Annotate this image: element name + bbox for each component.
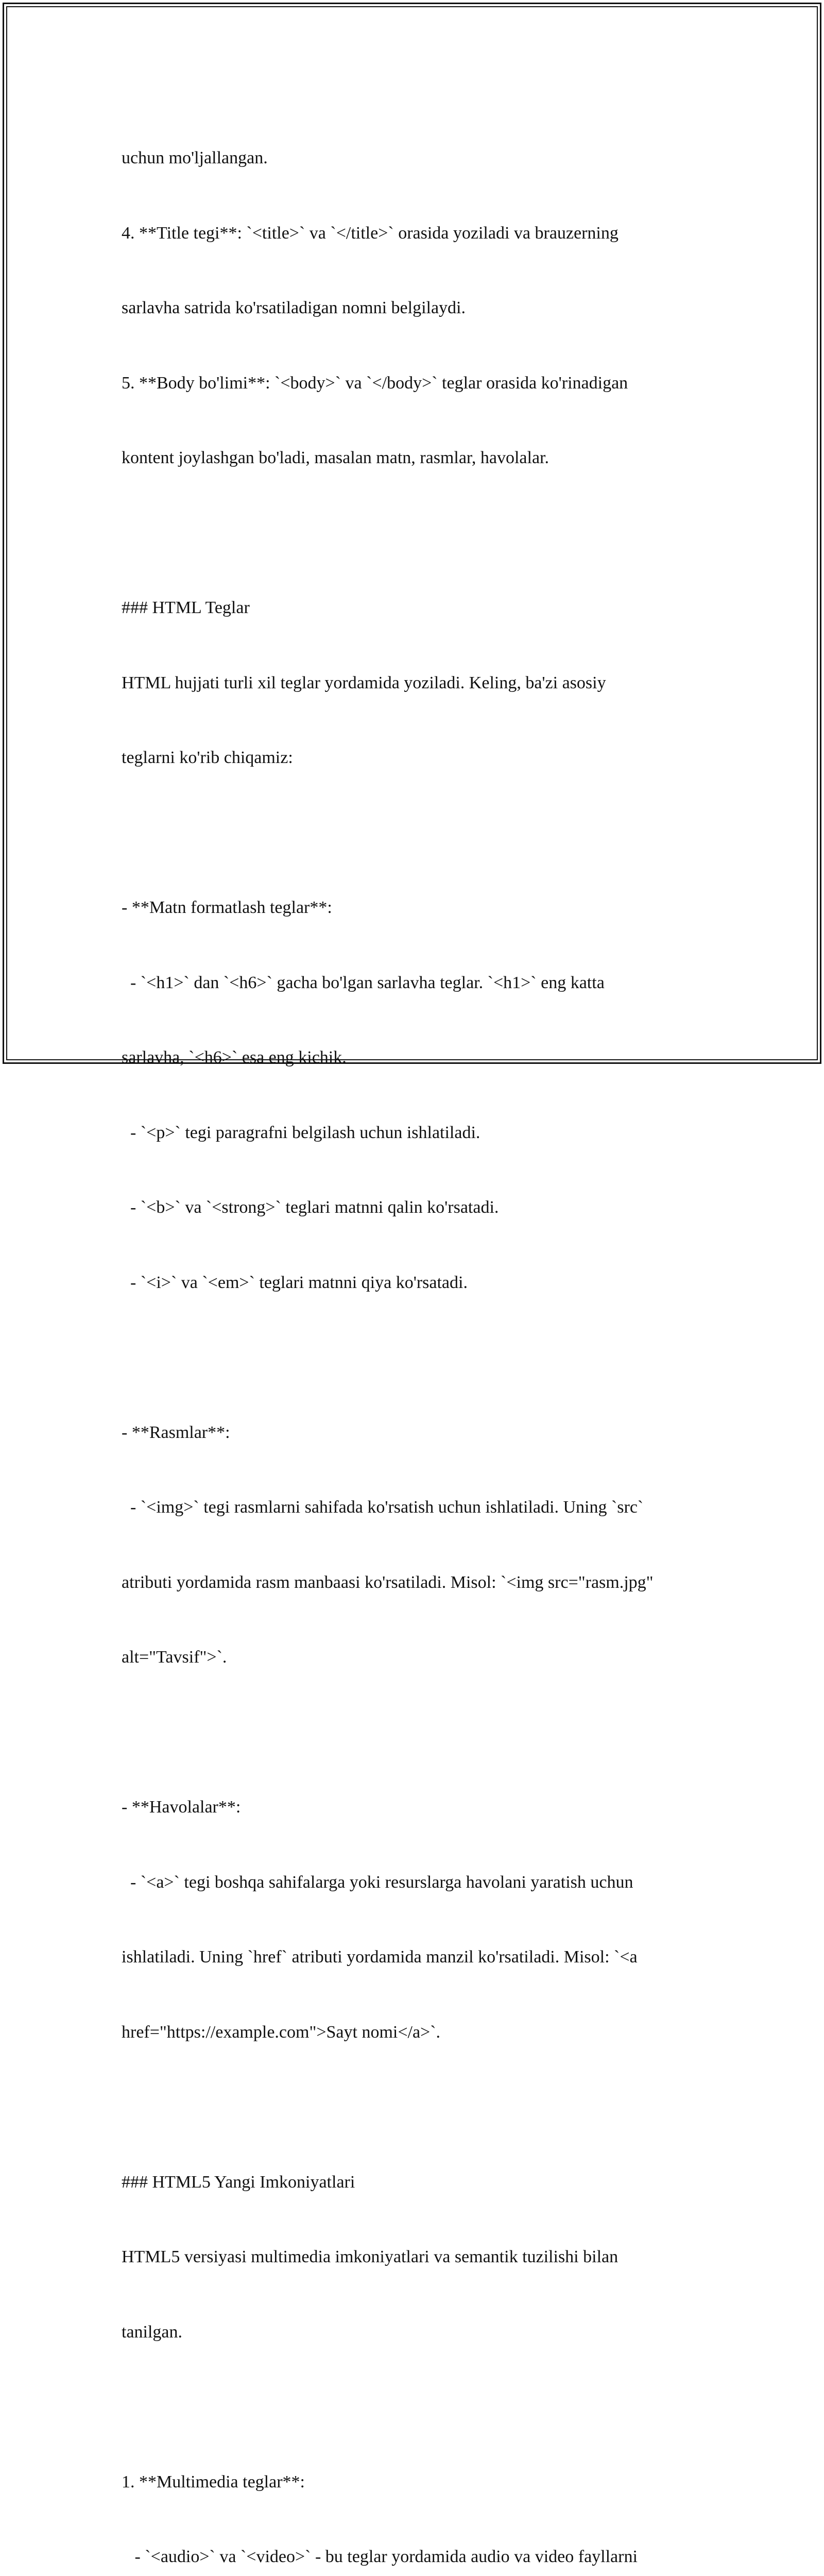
text-line: uchun mo'ljallangan. <box>122 148 268 167</box>
list-item: - **Rasmlar**: <box>122 1422 230 1442</box>
text-line: alt="Tavsif">`. <box>122 1648 227 1667</box>
text-line: atributi yordamida rasm manbaasi ko'rsatiladi. Misol: `<img src="rasm.jpg" <box>122 1572 654 1592</box>
list-item: - **Havolalar**: <box>122 1798 241 1817</box>
text-line: tanilgan. <box>122 2322 183 2342</box>
text-line: sarlavha, `<h6>` esa eng kichik. <box>122 1048 347 1067</box>
list-item: - `<h1>` dan `<h6>` gacha bo'lgan sarlavha teglar. `<h1>` eng katta <box>122 973 605 992</box>
section-heading: ### HTML5 Yangi Imkoniyatlari <box>122 2172 355 2192</box>
document-body <box>122 96 709 2576</box>
text-line: href="https://example.com">Sayt nomi</a>`. <box>122 2022 441 2042</box>
blank-line <box>122 2095 709 2120</box>
list-item: - `<b>` va `<strong>` teglari matnni qalin ko'rsatadi. <box>122 1198 499 1217</box>
list-item: - `<p>` tegi paragrafni belgilash uchun ishlatiladi. <box>122 1123 480 1142</box>
blank-line <box>122 521 709 546</box>
text-line: kontent joylashgan bo'ladi, masalan matn, rasmlar, havolalar. <box>122 448 549 467</box>
text-line: 4. **Title tegi**: `<title>` va `</title>` orasida yoziladi va brauzerning <box>122 223 619 243</box>
text-line: 5. **Body bo'limi**: `<body>` va `</body>` teglar orasida ko'rinadigan <box>122 373 628 393</box>
text-line: HTML5 versiyasi multimedia imkoniyatlari va semantik tuzilishi bilan <box>122 2247 619 2266</box>
list-item: - **Matn formatlash teglar**: <box>122 898 332 917</box>
blank-line <box>122 821 709 846</box>
list-item: - `<a>` tegi boshqa sahifalarga yoki resurslarga havolani yaratish uchun <box>122 1872 633 1892</box>
blank-line <box>122 2395 709 2420</box>
text-line: HTML hujjati turli xil teglar yordamida yoziladi. Keling, ba'zi asosiy <box>122 673 606 692</box>
section-heading: ### HTML Teglar <box>122 598 250 617</box>
list-item: 1. **Multimedia teglar**: <box>122 2472 305 2492</box>
blank-line <box>122 1720 709 1745</box>
blank-line <box>122 1345 709 1370</box>
text-line: ishlatiladi. Uning `href` atributi yordamida manzil ko'rsatiladi. Misol: `<a <box>122 1947 638 1967</box>
text-line: sarlavha satrida ko'rsatiladigan nomni belgilaydi. <box>122 298 466 317</box>
text-line: teglarni ko'rib chiqamiz: <box>122 748 293 767</box>
list-item: - `<i>` va `<em>` teglari matnni qiya ko'rsatadi. <box>122 1273 468 1292</box>
list-item: - `<audio>` va `<video>` - bu teglar yordamida audio va video fayllarni <box>122 2547 638 2566</box>
list-item: - `<img>` tegi rasmlarni sahifada ko'rsatish uchun ishlatiladi. Uning `src` <box>122 1498 644 1517</box>
